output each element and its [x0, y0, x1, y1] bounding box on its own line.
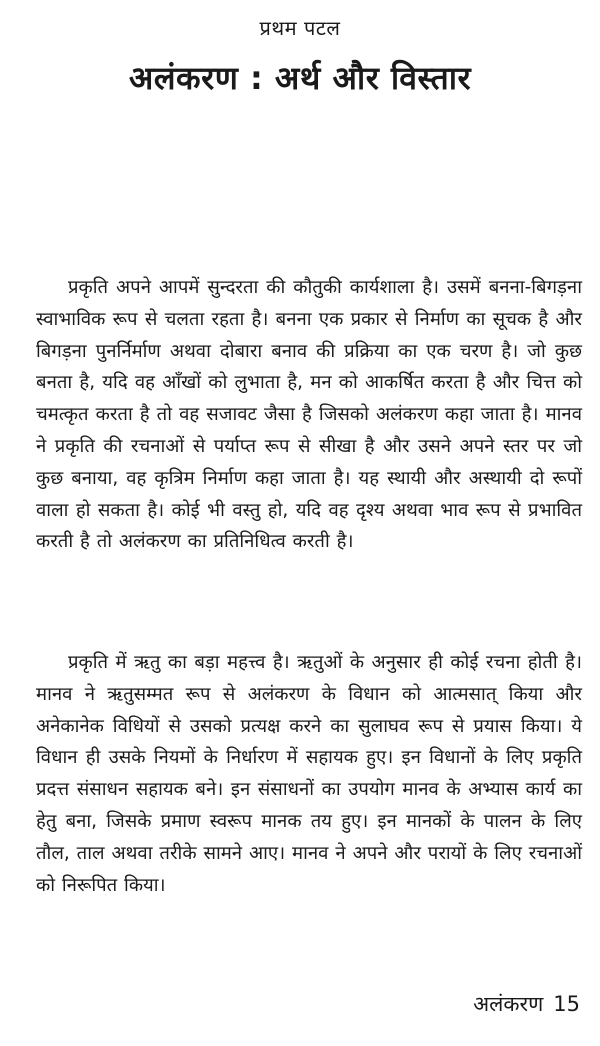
chapter-label: प्रथम पटल: [259, 16, 341, 40]
paragraph-2: प्रकृति में ऋतु का बड़ा महत्त्व है। ऋतुओं के अनुसार ही कोई रचना होती है। मानव ने ऋतुसम्मत रूप से अलंकरण के विधान को आत्मसात् किया और अनेकानेक विधियों से उसको प्रत्यक्ष करने का सुलाघव रूप से प्रयास किया। ये विधान ही उसके नियमों के निर्धारण में सहायक हुए। इन विधानों के लिए प्रकृति प्रदत्त संसाधन सहायक बने। इन संसाधनों का उपयोग मानव के अभ्यास कार्य का हेतु बना, जिसके प्रमाण स्वरूप मानक तय हुए। इन मानकों के पालन के लिए तौल, ताल अथवा तरीके सामने आए। मानव ने अपने और परायों के लिए रचनाओं को निरूपित किया।: [36, 652, 582, 896]
paragraph-1: प्रकृति अपने आपमें सुन्दरता की कौतुकी कार्यशाला है। उसमें बनना-बिगड़ना स्वाभाविक रूप से चलता रहता है। बनना एक प्रकार से निर्माण का सूचक है और बिगड़ना पुनर्निर्माण अथवा दोबारा बनाव की प्रक्रिया का एक चरण है। जो कुछ बनता है, यदि वह आँखों को लुभाता है, मन को आकर्षित करता है और चित्त को चमत्कृत करता है तो वह सजावट जैसा है जिसको अलंकरण कहा जाता है। मानव ने प्रकृति की रचनाओं से पर्याप्त रूप से सीखा है और उसने अपने स्तर पर जो कुछ बनाया, वह कृत्रिम निर्माण कहा जाता है। यह स्थायी और अस्थायी दो रूपों वाला हो सकता है। कोई भी वस्तु हो, यदि वह दृश्य अथवा भाव रूप से प्रभावित करती है तो अलंकरण का प्रतिनिधित्व करती है।: [36, 277, 582, 553]
page-number: 15: [553, 992, 580, 1016]
chapter-title: अलंकरण : अर्थ और विस्तार: [128, 59, 472, 97]
running-title: अलंकरण: [473, 992, 544, 1016]
page-footer: [473, 990, 580, 1018]
